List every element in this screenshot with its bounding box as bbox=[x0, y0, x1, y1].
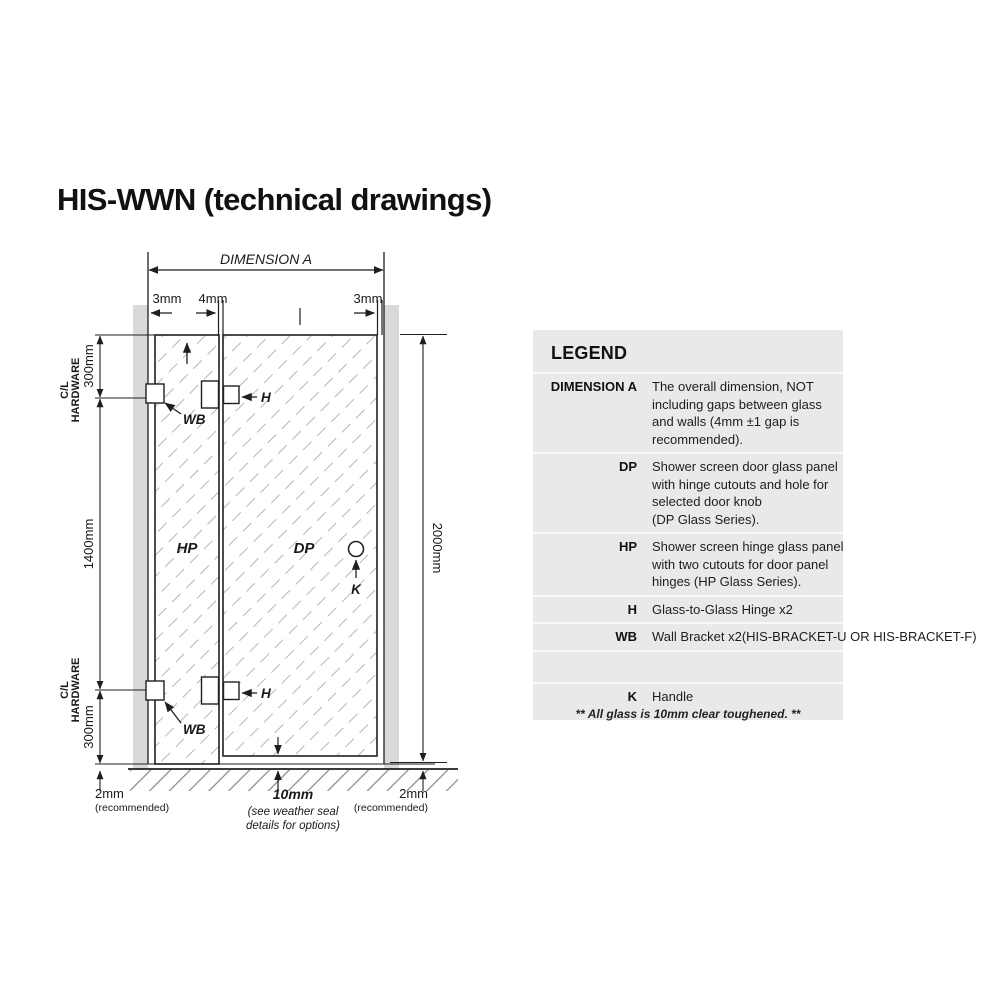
legend-description: Handle bbox=[652, 688, 694, 704]
gap-2mm-right-label: 2mm bbox=[399, 786, 428, 801]
legend-term: WB bbox=[615, 629, 637, 644]
hinge-top-label: H bbox=[261, 390, 271, 405]
legend-panel bbox=[533, 330, 977, 720]
cl-hardware-bottom-line1: C/L bbox=[59, 681, 71, 699]
legend-term: HP bbox=[618, 539, 637, 554]
dim-300-bottom: 300mm bbox=[81, 705, 96, 749]
top-gap-dimensions bbox=[151, 300, 382, 335]
wall-bracket-top bbox=[146, 384, 164, 403]
legend-row-dimension-a bbox=[533, 372, 843, 452]
gap-2mm-right-note: (recommended) bbox=[353, 802, 428, 814]
weather-seal-note-line1: (see weather seal bbox=[247, 806, 339, 818]
legend-description: Shower screen door glass panel with hinge cutouts and hole for selected door knob (DP Glass Series). bbox=[652, 459, 838, 527]
hp-panel-label: HP bbox=[176, 540, 198, 557]
dim-2000: 2000mm bbox=[430, 522, 445, 574]
gap-left-label: 3mm bbox=[152, 291, 182, 306]
legend-row-h bbox=[533, 595, 843, 623]
legend-title: LEGEND bbox=[551, 343, 628, 363]
legend-row-hp bbox=[533, 532, 843, 595]
legend-row-dp bbox=[533, 452, 843, 532]
legend-term: DIMENSION A bbox=[550, 379, 637, 394]
right-wall bbox=[384, 305, 399, 769]
door-knob-icon bbox=[349, 542, 364, 557]
legend-row-spacer bbox=[533, 650, 843, 682]
dimension-a-label: DIMENSION A bbox=[219, 251, 313, 267]
legend-description: Wall Bracket x2(HIS-BRACKET-U OR HIS-BRACKET-F) bbox=[652, 629, 977, 644]
legend-row-wb bbox=[533, 622, 977, 650]
cl-hardware-top-line2: HARDWARE bbox=[70, 357, 82, 423]
cl-hardware-top-line1: C/L bbox=[59, 381, 71, 399]
gap-right-label: 3mm bbox=[353, 291, 383, 306]
legend-description: Shower screen hinge glass panel with two cutouts for door panel hinges (HP Glass Series). bbox=[652, 539, 844, 589]
legend-term: K bbox=[627, 688, 637, 704]
wb-top-label: WB bbox=[183, 412, 206, 427]
gap-2mm-left-label: 2mm bbox=[95, 786, 124, 801]
dim-1400: 1400mm bbox=[81, 518, 96, 570]
technical-drawing bbox=[50, 245, 465, 835]
dp-panel-label: DP bbox=[293, 540, 315, 557]
wb-bottom-label: WB bbox=[183, 722, 206, 737]
gap-10mm-label: 10mm bbox=[272, 786, 314, 802]
cl-hardware-bottom-line2: HARDWARE bbox=[70, 657, 82, 723]
gap-middle-label: 4mm bbox=[198, 291, 228, 306]
wall-bracket-bottom bbox=[146, 681, 164, 700]
glass-footnote: ** All glass is 10mm clear toughened. ** bbox=[575, 707, 801, 721]
hinge-bottom-label: H bbox=[261, 686, 271, 701]
legend-term: DP bbox=[618, 459, 637, 474]
dim-300-top: 300mm bbox=[81, 344, 96, 388]
weather-seal-note-line2: details for options) bbox=[246, 820, 340, 832]
legend-description: Glass-to-Glass Hinge x2 bbox=[652, 601, 793, 617]
knob-label: K bbox=[351, 582, 361, 597]
gap-2mm-left-note: (recommended) bbox=[95, 802, 170, 814]
legend-description: The overall dimension, NOT including gaps between glass and walls (4mm ±1 gap is recommended). bbox=[652, 379, 822, 447]
dimension-a bbox=[149, 251, 383, 270]
legend-term: H bbox=[627, 601, 637, 617]
page-title: HIS-WWN (technical drawings) bbox=[57, 182, 492, 217]
